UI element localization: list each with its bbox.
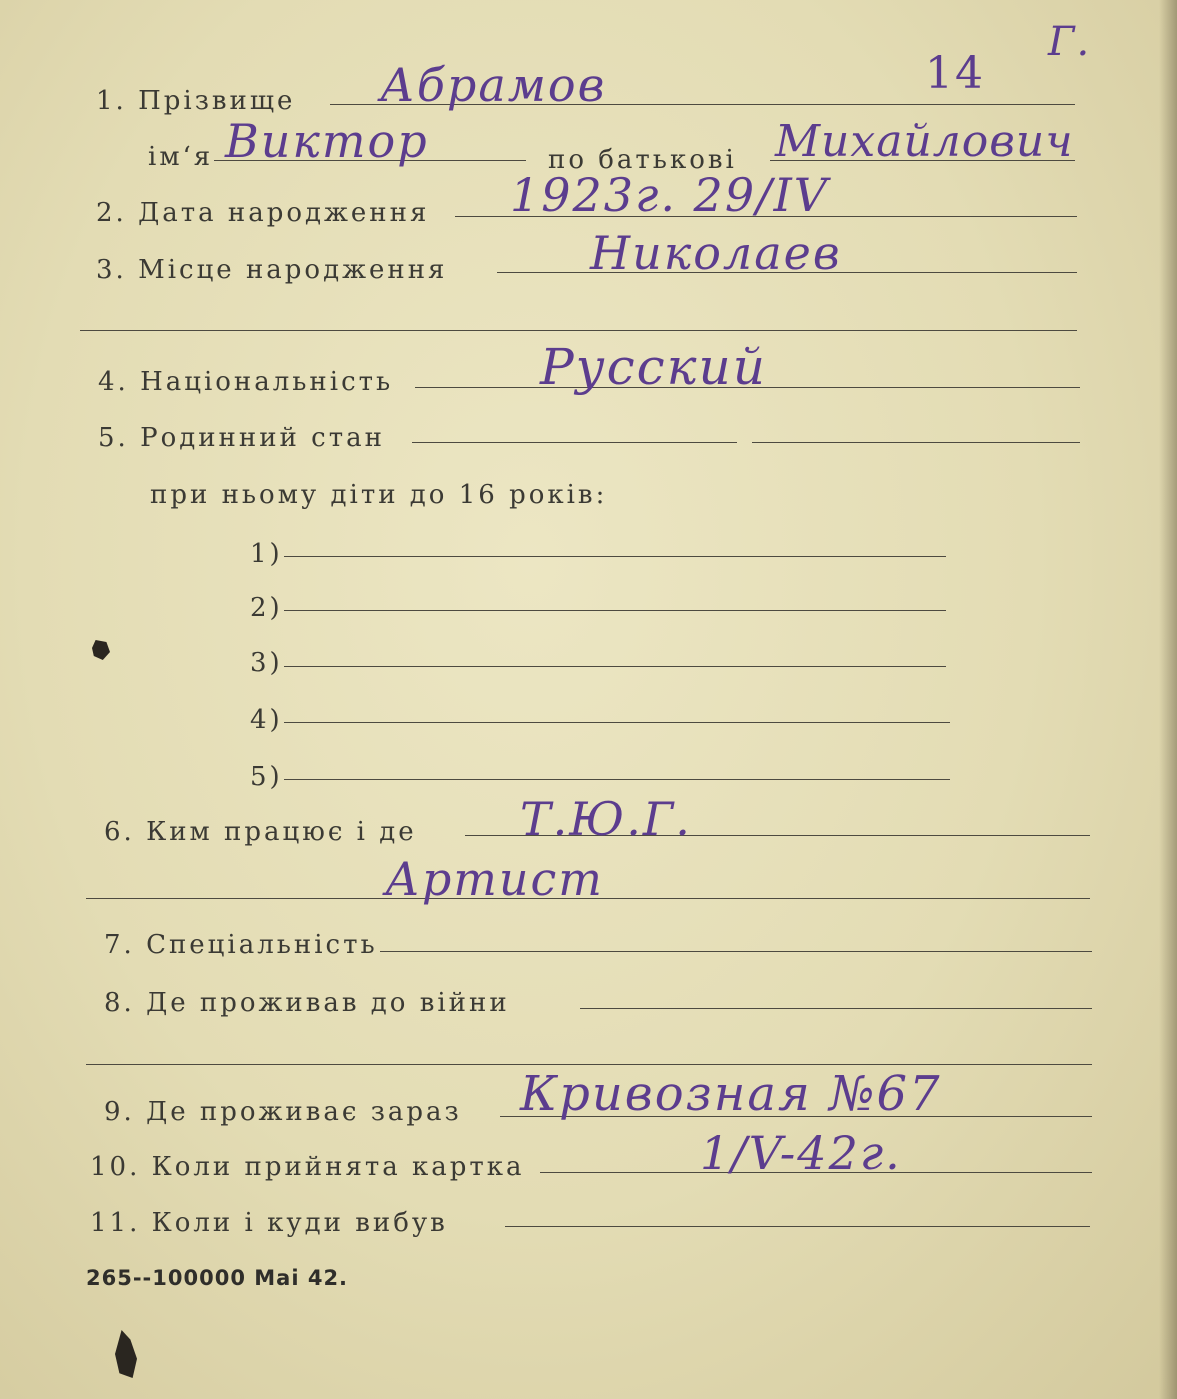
- label-patronymic: по батькові: [548, 145, 737, 175]
- value-nationality: Русский: [540, 338, 767, 396]
- line-child-1: [284, 556, 946, 557]
- line-departure: [505, 1226, 1090, 1227]
- value-workplace: Т.Ю.Г.: [520, 792, 692, 846]
- line-family-status-2: [752, 442, 1080, 443]
- label-child-5: 5): [250, 762, 283, 792]
- value-surname: Абрамов: [380, 58, 607, 112]
- print-code: 265--100000 Mai 42.: [86, 1266, 349, 1290]
- value-patronymic: Михайлович: [775, 116, 1074, 167]
- label-card-date: 10. Коли прийнята картка: [90, 1152, 525, 1182]
- value-name: Виктор: [225, 114, 429, 168]
- label-surname: 1. Прізвище: [96, 86, 296, 116]
- line-child-5: [284, 779, 950, 780]
- label-current-residence: 9. Де проживає зараз: [104, 1097, 462, 1127]
- label-prewar-residence: 8. Де проживав до війни: [104, 988, 510, 1018]
- value-occupation: Артист: [385, 852, 604, 906]
- label-specialty: 7. Спеціальність: [104, 930, 378, 960]
- line-family-status: [412, 442, 737, 443]
- paper-hole-lower: [115, 1330, 137, 1378]
- label-child-3: 3): [250, 648, 283, 678]
- label-family-status: 5. Родинний стан: [98, 423, 385, 453]
- line-child-3: [284, 666, 946, 667]
- label-nationality: 4. Національність: [98, 367, 394, 397]
- label-workplace: 6. Ким працює і де: [104, 817, 417, 847]
- line-birth-place-2: [80, 330, 1077, 331]
- label-child-4: 4): [250, 705, 283, 735]
- value-birth-date: 1923г. 29/IV: [510, 168, 829, 222]
- value-current-residence: Кривозная №67: [520, 1066, 942, 1122]
- label-birth-place: 3. Місце народження: [96, 255, 448, 285]
- paper-hole-upper: [92, 640, 110, 660]
- line-child-4: [284, 722, 950, 723]
- line-prewar-residence-2: [86, 1064, 1092, 1065]
- value-corner-number: 14: [925, 48, 985, 99]
- label-departure: 11. Коли і куди вибув: [90, 1208, 448, 1238]
- line-specialty: [380, 951, 1092, 952]
- label-child-2: 2): [250, 593, 283, 623]
- value-card-date: 1/V-42г.: [700, 1126, 902, 1180]
- line-child-2: [284, 610, 946, 611]
- value-corner-letter: Г.: [1048, 19, 1092, 65]
- paper-edge-shadow: [1159, 0, 1177, 1399]
- label-children: при ньому діти до 16 років:: [150, 480, 608, 510]
- value-birth-place: Николаев: [590, 226, 842, 280]
- label-name: ім‘я: [148, 142, 214, 172]
- line-prewar-residence: [580, 1008, 1092, 1009]
- label-child-1: 1): [250, 539, 283, 569]
- label-birth-date: 2. Дата народження: [96, 198, 430, 228]
